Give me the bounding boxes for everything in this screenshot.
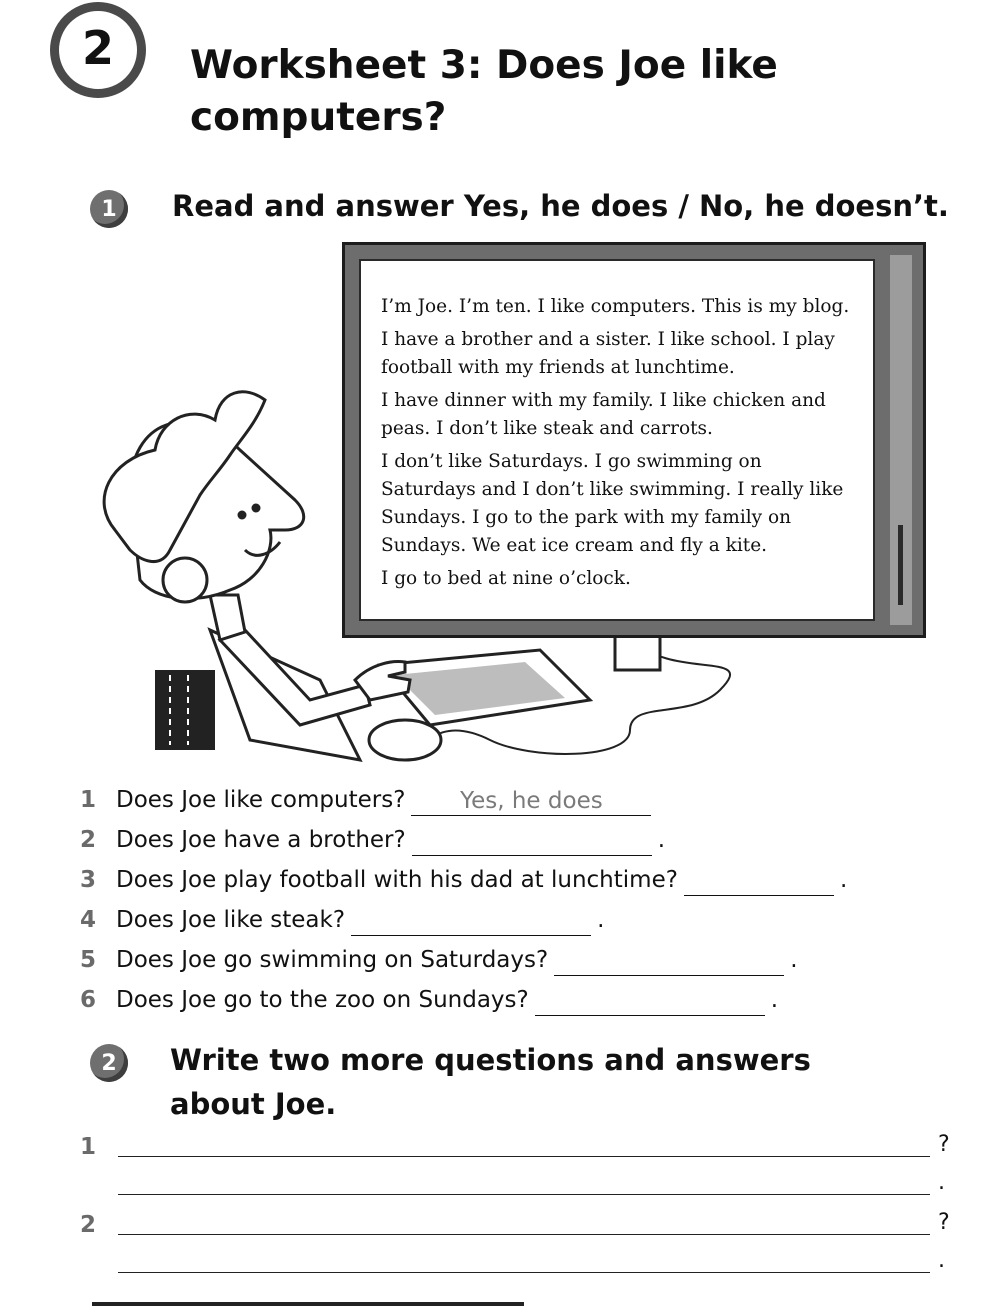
answer-field[interactable] bbox=[412, 829, 652, 856]
answer-field[interactable] bbox=[535, 989, 765, 1016]
question-row bbox=[80, 784, 657, 816]
writing-item-number: 1 bbox=[80, 1134, 97, 1160]
blog-paragraph: I have a brother and a sister. I like school. I play football with my friends at lunchtime. bbox=[381, 329, 835, 378]
blog-paragraph: I go to bed at nine o’clock. bbox=[381, 568, 631, 589]
full-stop: . bbox=[938, 1170, 945, 1195]
exercise-2-badge bbox=[90, 1044, 128, 1082]
answer-field[interactable] bbox=[554, 949, 784, 976]
scrollbar bbox=[890, 255, 912, 625]
monitor-stand bbox=[615, 638, 660, 670]
bottom-divider bbox=[92, 1302, 524, 1306]
exercise-2-number: 2 bbox=[101, 1050, 117, 1076]
boy-eye bbox=[252, 504, 261, 513]
question-number: 2 bbox=[80, 827, 97, 853]
question-number: 5 bbox=[80, 947, 97, 973]
question-end-mark: . bbox=[790, 947, 798, 973]
unit-number: 2 bbox=[81, 21, 114, 75]
question-end-mark: . bbox=[597, 907, 605, 933]
answer-field[interactable] bbox=[411, 789, 651, 816]
boy-ear bbox=[163, 558, 207, 602]
question-text: Does Joe go to the zoo on Sundays? bbox=[116, 987, 529, 1013]
question-text: Does Joe like steak? bbox=[116, 907, 346, 933]
blog-text bbox=[381, 293, 861, 598]
exercise-2-instruction: Write two more questions and answers about Joe. bbox=[170, 1043, 811, 1121]
question-row bbox=[80, 944, 798, 976]
question-end-mark: . bbox=[839, 867, 848, 893]
answer-writing-line[interactable] bbox=[118, 1272, 930, 1273]
question-number: 4 bbox=[80, 907, 97, 933]
question-mark: ? bbox=[938, 1132, 950, 1157]
question-writing-line[interactable] bbox=[118, 1156, 930, 1157]
exercise-1-number: 1 bbox=[101, 196, 117, 222]
question-number: 6 bbox=[80, 987, 97, 1013]
writing-item-number: 2 bbox=[80, 1212, 97, 1238]
question-end-mark: . bbox=[770, 987, 779, 1013]
question-text: Does Joe like computers? bbox=[116, 787, 406, 813]
question-number: 1 bbox=[80, 787, 97, 813]
full-stop: . bbox=[938, 1248, 945, 1273]
question-row bbox=[80, 824, 665, 856]
question-writing-line[interactable] bbox=[118, 1234, 930, 1235]
question-end-mark: . bbox=[657, 827, 666, 853]
question-mark: ? bbox=[938, 1210, 950, 1235]
question-text: Does Joe go swimming on Saturdays? bbox=[116, 947, 549, 973]
answer-field[interactable] bbox=[351, 909, 591, 936]
exercise-1-badge bbox=[90, 190, 128, 228]
exercise-1-instruction: Read and answer Yes, he does / No, he doesn’t. bbox=[172, 189, 949, 223]
unit-number-badge bbox=[50, 2, 146, 98]
question-row bbox=[80, 904, 604, 936]
mouse bbox=[369, 720, 441, 760]
chair-back bbox=[155, 670, 215, 750]
boy-eye bbox=[238, 511, 247, 520]
question-number: 3 bbox=[80, 867, 97, 893]
scrollbar-thumb bbox=[898, 525, 903, 605]
question-row bbox=[80, 864, 847, 896]
answer-writing-line[interactable] bbox=[118, 1194, 930, 1195]
answer-text: Yes, he does bbox=[460, 788, 603, 814]
computer-monitor bbox=[342, 242, 926, 638]
blog-paragraph: I’m Joe. I’m ten. I like computers. This is my blog. bbox=[381, 296, 850, 317]
question-text: Does Joe play football with his dad at lunchtime? bbox=[116, 867, 678, 893]
page-title: Worksheet 3: Does Joe like computers? bbox=[190, 43, 778, 140]
answer-field[interactable] bbox=[684, 869, 834, 896]
blog-paragraph: I have dinner with my family. I like chicken and peas. I don’t like steak and carrots. bbox=[381, 390, 826, 439]
question-row bbox=[80, 984, 778, 1016]
question-text: Does Joe have a brother? bbox=[116, 827, 406, 853]
blog-paragraph: I don’t like Saturdays. I go swimming on Saturdays and I don’t like swimming. I really like Sundays. I go to the park with my family on Sundays. We eat ice cream and fly a kite. bbox=[381, 451, 844, 556]
